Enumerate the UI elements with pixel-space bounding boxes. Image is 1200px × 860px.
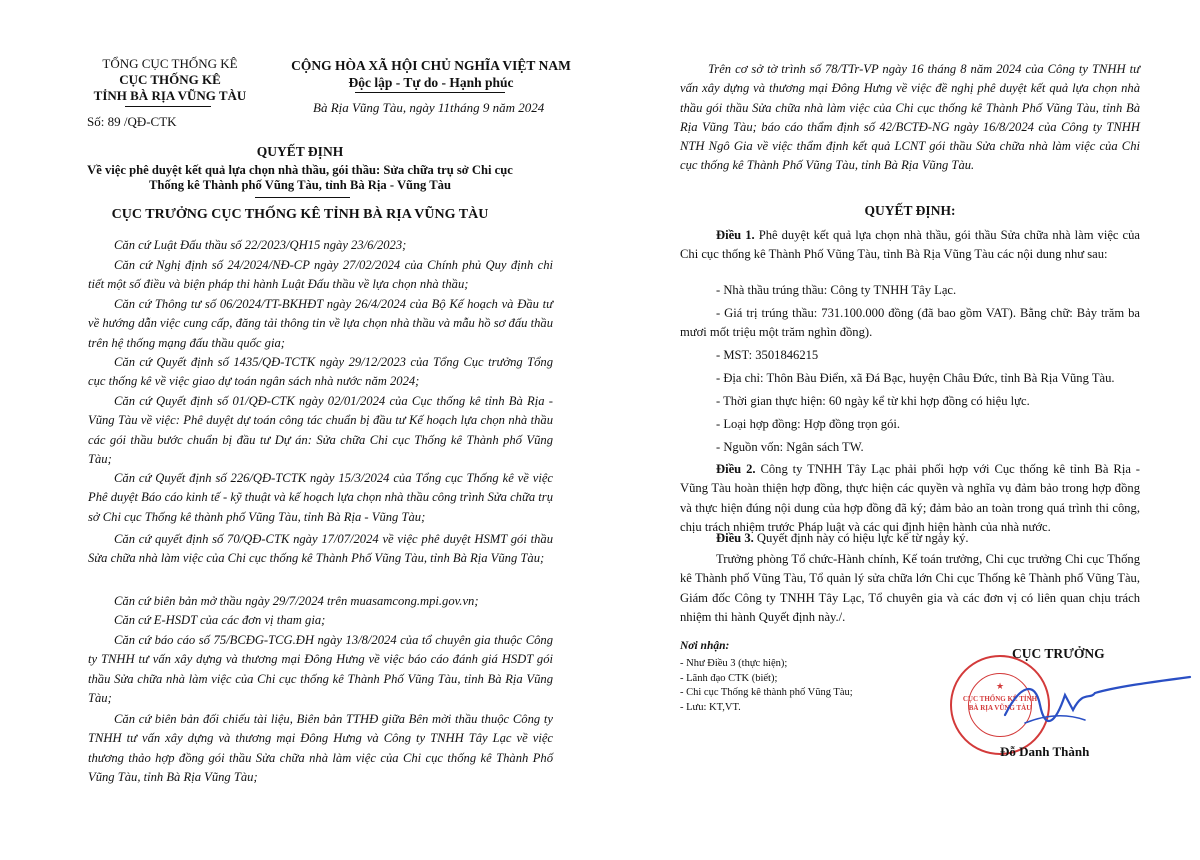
recipient-item: - Như Điều 3 (thực hiện); [680, 658, 788, 669]
article-3-label: Điều 3. [716, 531, 754, 545]
signer-name: Đỗ Danh Thành [1000, 744, 1090, 759]
article-1-item-6: - Loại hợp đồng: Hợp đồng trọn gói. [716, 417, 901, 431]
article-1 [680, 226, 1140, 265]
place-date: Bà Rịa Vũng Tàu, ngày 11tháng 9 năm 2024 [313, 100, 545, 115]
article-2-text: Công ty TNHH Tây Lạc phải phối hợp với Cục thống kê tỉnh Bà Rịa - Vũng Tàu hoàn thiện hợp đồng, thực hiện các quyền và nghĩa vụ đảm bảo trong hợp đồng và thực hiện đúng nội dung của hợp đồng đã ký; đảm bảo an toàn trong quá trình thi công, chịu trách nhiệm trước Pháp luật và các qui định hiện hành của nhà nước. [680, 462, 1141, 534]
decision-heading: QUYẾT ĐỊNH: [864, 203, 956, 218]
handwritten-signature [995, 665, 1195, 740]
document-number: Số: 89 /QĐ-CTK [87, 114, 177, 129]
recipient-item: - Chi cục Thống kê thành phố Vũng Tàu; [680, 687, 853, 698]
preamble-7: Căn cứ quyết định số 70/QĐ-CTK ngày 17/07/2024 về việc phê duyệt HSMT gói thầu Sửa chữa nhà làm việc của Chi cục thống kê Thành Phố Vũng Tàu, tỉnh Bà Rịa Vũng Tàu; [88, 532, 553, 566]
preamble-6: Căn cứ Quyết định số 226/QĐ-TCTK ngày 15/3/2024 của Tổng cục Thống kê về việc Phê duyệt Báo cáo kinh tế - kỹ thuật và kế hoạch lựa chọn nhà thầu công trình Sửa chữa trụ sở Chi cục Thống kê thành phố Vũng Tàu, tỉnh Bà Rịa - Vũng Tàu; [88, 471, 553, 524]
preamble-3: Căn cứ Thông tư số 06/2024/TT-BKHĐT ngày 26/4/2024 của Bộ Kế hoạch và Đầu tư về hướng dẫn việc cung cấp, đăng tải thông tin về lựa chọn nhà thầu và mẫu hồ sơ đấu thầu trên hệ thống mạng đấu thầu quốc gia; [88, 297, 553, 350]
recipients-label: Nơi nhận: [680, 640, 730, 652]
decision-subject [60, 163, 540, 193]
preamble-5: Căn cứ Quyết định số 01/QĐ-CTK ngày 02/01/2024 của Cục thống kê tỉnh Bà Rịa - Vũng Tàu về việc: Phê duyệt dự toán công tác chuẩn bị đầu tư Kế hoạch lựa chọn nhà thầu các gói thầu bước chuẩn bị đầu tư Dự án: Sửa chữa Chi cục Thống kê Thành phố Vũng Tàu; [88, 394, 553, 466]
preamble-11: Căn cứ biên bản đối chiếu tài liệu, Biên bản TTHĐ giữa Bên mời thầu thuộc Công ty TNHH tư vấn xây dựng và thương mại Đông Hưng và Công ty TNHH Tây Lạc về việc thương thảo hợp đồng gói thầu Sửa chữa nhà làm việc của Chi cục thống kê Thành Phố Vũng Tàu, tỉnh Bà Rịa Vũng Tàu; [88, 712, 553, 784]
article-1-item-7: - Nguồn vốn: Ngân sách TW. [716, 440, 864, 454]
agency-underline [125, 106, 211, 107]
preamble-1: Căn cứ Luật Đấu thầu số 22/2023/QH15 ngày 23/6/2023; [114, 238, 407, 252]
agency-bottom: TỈNH BÀ RỊA VŨNG TÀU [93, 88, 247, 103]
article-1-item-3: - MST: 3501846215 [716, 348, 819, 362]
motto: Độc lập - Tự do - Hạnh phúc [348, 75, 514, 90]
seal-star-icon: ★ [995, 681, 1005, 691]
article-1-item-1: - Nhà thầu trúng thầu: Công ty TNHH Tây Lạc. [716, 283, 957, 297]
agency-mid: CỤC THỐNG KÊ [119, 72, 221, 87]
article-1-text: Phê duyệt kết quả lựa chọn nhà thầu, gói thầu Sửa chữa nhà làm việc của Chi cục thống kê Thành Phố Vũng Tàu, tỉnh Bà Rịa Vũng Tàu các nội dung như sau: [680, 228, 1140, 262]
subject-line-2: Thống kê Thành phố Vũng Tàu, tỉnh Bà Rịa - Vũng Tàu [149, 178, 451, 192]
subject-underline [255, 197, 350, 198]
issuing-authority: CỤC TRƯỞNG CỤC THỐNG KÊ TỈNH BÀ RỊA VŨNG TÀU [111, 207, 489, 222]
seal-text: CỤC THỐNG KÊ TỈNH BÀ RỊA VŨNG TÀU [962, 695, 1038, 712]
nation-block [276, 57, 586, 91]
nation-title: CỘNG HÒA XÃ HỘI CHỦ NGHĨA VIỆT NAM [291, 58, 571, 73]
execution-clause: Trưởng phòng Tổ chức-Hành chính, Kế toán trưởng, Chi cục trưởng Chi cục Thống kê Thành phố Vũng Tàu, Tổ quản lý sửa chữa lớn Chi cục Thống kê Thành phố Vũng Tàu, Giám đốc Công ty TNHH Tây Lạc, Tổ chuyên gia và các đơn vị có liên quan chịu trách nhiệm thi hành Quyết định này./. [680, 552, 1140, 624]
article-3-text: Quyết định này có hiệu lực kể từ ngày ký. [753, 531, 969, 545]
preamble-9: Căn cứ E-HSDT của các đơn vị tham gia; [114, 613, 326, 627]
article-1-label: Điều 1. [716, 228, 755, 242]
article-1-item-4: - Địa chỉ: Thôn Bàu Điển, xã Đá Bạc, huyện Châu Đức, tỉnh Bà Rịa Vũng Tàu. [716, 371, 1115, 385]
article-1-item-5: - Thời gian thực hiện: 60 ngày kể từ khi hợp đồng có hiệu lực. [716, 394, 1030, 408]
recipient-item: - Lưu: KT,VT. [680, 701, 741, 713]
signer-title: CỤC TRƯỞNG [1012, 646, 1105, 661]
preamble-8: Căn cứ biên bản mở thầu ngày 29/7/2024 trên muasamcong.mpi.gov.vn; [114, 594, 479, 608]
decision-title: QUYẾT ĐỊNH [256, 144, 344, 159]
preamble-10: Căn cứ báo cáo số 75/BCĐG-TCG.ĐH ngày 13/8/2024 của tổ chuyên gia thuộc Công ty TNHH tư vấn xây dựng và thương mại Đông Hưng về việc báo cáo đánh giá HSDT gói thầu Sửa chữa nhà làm việc của Chi cục thống kê Thành Phố Vũng Tàu, tỉnh Bà Rịa Vũng Tàu; [88, 633, 553, 705]
article-3 [680, 529, 1140, 548]
preamble-12: Trên cơ sở tờ trình số 78/TTr-VP ngày 16 tháng 8 năm 2024 của Công ty TNHH tư vấn xây dựng và thương mại Đông Hưng về việc đề nghị phê duyệt kết quả lựa chọn nhà thầu gói thầu Sửa chữa nhà làm việc của Chi cục thống kê Thành Phố Vũng Tàu, tỉnh Bà Rịa Vũng Tàu; báo cáo thẩm định số 42/BCTĐ-NG ngày 16/8/2024 của Công ty TNHH NTH Ngô Gia về việc thẩm định kết quả LCNT gói thầu Sửa chữa nhà làm việc của Chi cục thống kê Thành Phố Vũng Tàu, tỉnh Bà Rịa Vũng Tàu. [680, 62, 1140, 173]
motto-underline [355, 92, 505, 93]
recipient-item: - Lãnh đạo CTK (biết); [680, 672, 778, 684]
preamble-4: Căn cứ Quyết định số 1435/QĐ-TCTK ngày 29/12/2023 của Tổng Cục trưởng Tổng cục thống kê về việc giao dự toán ngân sách nhà nước năm 2024; [88, 355, 553, 389]
subject-line-1: Về việc phê duyệt kết quả lựa chọn nhà thầu, gói thầu: Sửa chữa trụ sở Chi cục [87, 163, 513, 177]
recipients-list [680, 657, 853, 715]
preamble-2: Căn cứ Nghị định số 24/2024/NĐ-CP ngày 27/02/2024 của Chính phủ Quy định chi tiết một số điều và biện pháp thi hành Luật Đấu thầu về lựa chọn nhà thầu; [88, 258, 553, 292]
article-2 [680, 460, 1140, 537]
article-2-label: Điều 2. [716, 462, 756, 476]
article-1-item-2: - Giá trị trúng thầu: 731.100.000 đồng (đã bao gồm VAT). Bằng chữ: Bảy trăm ba mươi mốt triệu một trăm nghìn đồng). [680, 306, 1140, 340]
agency-block [70, 56, 270, 104]
agency-top: TỔNG CỤC THỐNG KÊ [102, 56, 238, 71]
document-page-right [600, 0, 1200, 860]
